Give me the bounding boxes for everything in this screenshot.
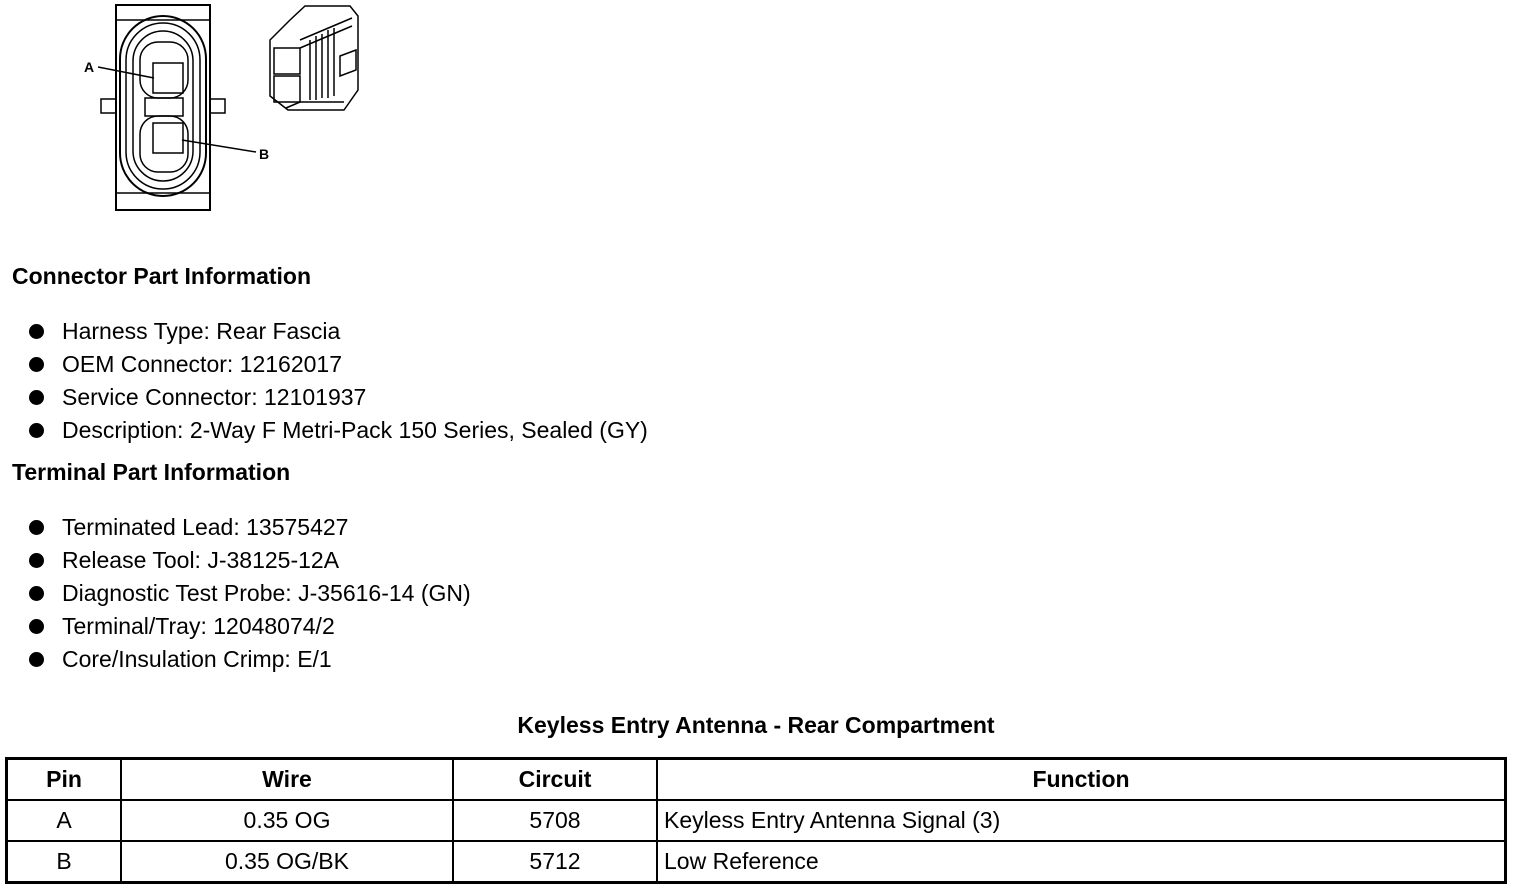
list-item-text: OEM Connector: 12162017 [62,351,343,377]
left-latch-tab [101,99,116,113]
bullet-icon [29,357,44,372]
right-latch-tab [210,99,225,113]
bullet-icon [29,520,44,535]
terminal-part-info-list [0,511,471,676]
list-item-text: Terminated Lead: 13575427 [62,514,349,540]
bullet-icon [29,553,44,568]
bullet-icon [29,390,44,405]
pin-b-label: B [259,146,270,162]
connector-perspective-thumbnail [270,6,358,110]
list-item [0,544,471,577]
table-header-row [7,759,1506,801]
connector-illustration [60,0,390,220]
cell-wire: 0.35 OG/BK [121,841,453,883]
connector-part-info-list [0,315,648,447]
column-header-circuit: Circuit [453,759,657,801]
list-item [0,414,648,447]
cell-function: Keyless Entry Antenna Signal (3) [657,800,1506,841]
bullet-icon [29,586,44,601]
cell-pin: A [7,800,122,841]
cell-circuit: 5708 [453,800,657,841]
list-item [0,381,648,414]
list-item [0,315,648,348]
cell-wire: 0.35 OG [121,800,453,841]
bullet-icon [29,619,44,634]
bullet-icon [29,652,44,667]
table-row [7,841,1506,883]
terminal-b [153,123,183,153]
list-item-text: Diagnostic Test Probe: J-35616-14 (GN) [62,580,471,606]
terminal-part-info-heading: Terminal Part Information [12,459,291,485]
connector-part-info-heading: Connector Part Information [12,263,312,289]
pin-table-title: Keyless Entry Antenna - Rear Compartment [517,712,995,738]
list-item-text: Description: 2-Way F Metri-Pack 150 Series, Sealed (GY) [62,417,648,443]
list-item-text: Service Connector: 12101937 [62,384,367,410]
column-header-function: Function [657,759,1506,801]
cell-function: Low Reference [657,841,1506,883]
table-row [7,800,1506,841]
list-item-text: Release Tool: J-38125-12A [62,547,340,573]
cavity-a [140,42,188,98]
list-item-text: Terminal/Tray: 12048074/2 [62,613,335,639]
cell-pin: B [7,841,122,883]
pin-a-label: A [84,59,95,75]
column-header-pin: Pin [7,759,122,801]
bullet-icon [29,324,44,339]
list-item [0,511,471,544]
list-item [0,610,471,643]
list-item-text: Harness Type: Rear Fascia [62,318,341,344]
cavity-b [140,116,188,172]
connector-drawing [60,0,390,220]
list-item-text: Core/Insulation Crimp: E/1 [62,646,332,672]
terminal-a [153,63,183,93]
list-item [0,577,471,610]
cell-circuit: 5712 [453,841,657,883]
list-item [0,348,648,381]
list-item [0,643,471,676]
bullet-icon [29,423,44,438]
column-header-wire: Wire [121,759,453,801]
pin-table [5,757,1507,884]
